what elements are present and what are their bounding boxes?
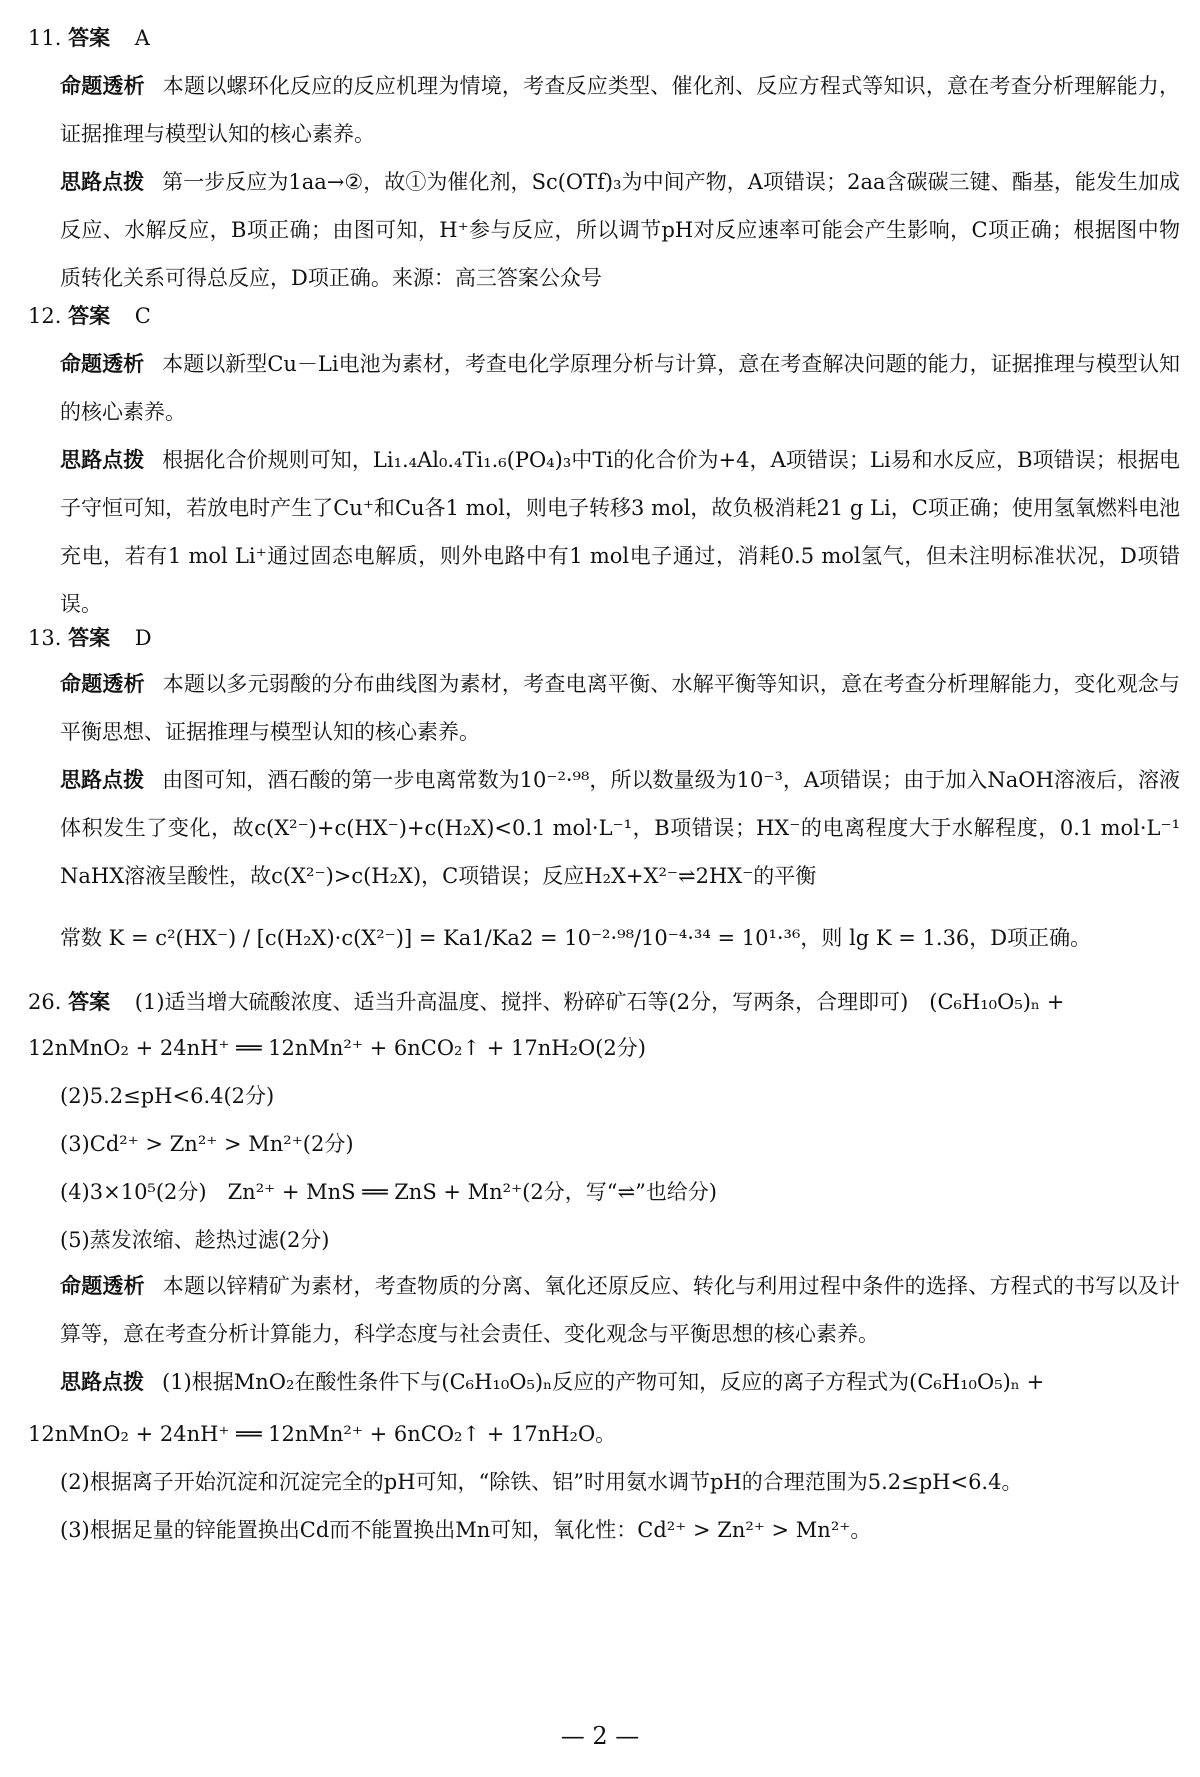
q13-analysis: 命题透析 本题以多元弱酸的分布曲线图为素材，考查电离平衡、水解平衡等知识，意在考查分析理解能力，变化观念与平衡思想、证据推理与模型认知的核心素养。	[60, 672, 1181, 744]
q12-analysis: 命题透析 本题以新型Cu－Li电池为素材，考查电化学原理分析与计算，意在考查解决问题的能力，证据推理与模型认知的核心素养。	[60, 352, 1180, 424]
q26-h3: (3)根据足量的锌能置换出Cd而不能置换出Mn可知，氧化性：Cd²⁺ > Zn²⁺ > Mn²⁺。	[60, 1518, 872, 1542]
q26-a4: (4)3×10⁵(2分) Zn²⁺ + MnS ══ ZnS + Mn²⁺(2分，写“⇌”也给分)	[60, 1180, 717, 1204]
q26-a1-equation: 12nMnO₂ + 24nH⁺ ══ 12nMn²⁺ + 6nCO₂↑ + 17nH₂O(2分)	[28, 1036, 646, 1060]
q11-hint: 思路点拨 第一步反应为1aa→②，故①为催化剂，Sc(OTf)₃为中间产物，A项错误；2aa含碳碳三键、酯基，能发生加成反应、水解反应，B项正确；由图可知，H⁺参与反应，所以调节pH对反应速率可能会产生影响，C项正确；根据图中物质转化关系可得总反应，D项正确。来源：高三答案公众号	[60, 170, 1180, 290]
q26-a3: (3)Cd²⁺ > Zn²⁺ > Mn²⁺(2分)	[60, 1132, 354, 1156]
q13-hint: 思路点拨 由图可知，酒石酸的第一步电离常数为10⁻²·⁹⁸，所以数量级为10⁻³，A项错误；由于加入NaOH溶液后，溶液体积发生了变化，故c(X²⁻)+c(HX⁻)+c(H₂X)<0.1 mol·L⁻¹，B项错误；HX⁻的电离程度大于水解程度，0.1 mol·L⁻¹ NaHX溶液呈酸性，故c(X²⁻)>c(H₂X)，C项错误；反应H₂X+X²⁻⇌2HX⁻的平衡	[60, 768, 1180, 888]
q12-answer: C	[134, 304, 151, 328]
q11-answer-line	[28, 22, 150, 52]
q26-h1-equation: 12nMnO₂ + 24nH⁺ ══ 12nMn²⁺ + 6nCO₂↑ + 17nH₂O。	[28, 1422, 617, 1446]
q13-answer-line: 13. 答案 D	[28, 626, 152, 650]
q11-analysis: 命题透析 本题以螺环化反应的反应机理为情境，考查反应类型、催化剂、反应方程式等知识，意在考查分析理解能力，证据推理与模型认知的核心素养。	[60, 74, 1181, 146]
source-note: 来源：高三答案公众号	[391, 266, 602, 290]
q11-number: 11.	[28, 26, 62, 50]
q26-a5: (5)蒸发浓缩、趁热过滤(2分)	[60, 1228, 330, 1252]
q26-h2: (2)根据离子开始沉淀和沉淀完全的pH可知，“除铁、铝”时用氨水调节pH的合理范围为5.2≤pH<6.4。	[60, 1470, 1023, 1494]
q26-hint: 思路点拨 (1)根据MnO₂在酸性条件下与(C₆H₁₀O₅)ₙ反应的产物可知，反应的离子方程式为(C₆H₁₀O₅)ₙ +	[60, 1370, 1045, 1394]
q13-formula: 常数 K = c²(HX⁻) / [c(H₂X)·c(X²⁻)] = Ka1/Ka2 = 10⁻²·⁹⁸/10⁻⁴·³⁴ = 10¹·³⁶，则 lg K = 1.36，D项正确。	[60, 926, 1092, 950]
q26-answer-line: 26. 答案 (1)适当增大硫酸浓度、适当升高温度、搅拌、粉碎矿石等(2分，写两条，合理即可) (C₆H₁₀O₅)ₙ +	[28, 990, 1065, 1014]
q26-analysis: 命题透析 本题以锌精矿为素材，考查物质的分离、氧化还原反应、转化与利用过程中条件的选择、方程式的书写以及计算等，意在考查分析计算能力，科学态度与社会责任、变化观念与平衡思想的核心素养。	[60, 1274, 1181, 1346]
q13-answer: D	[134, 626, 152, 650]
q12-answer-line: 12. 答案 C	[28, 304, 151, 328]
q12-hint: 思路点拨 根据化合价规则可知，Li₁.₄Al₀.₄Ti₁.₆(PO₄)₃中Ti的化合价为+4，A项错误；Li易和水反应，B项错误；根据电子守恒可知，若放电时产生了Cu⁺和Cu各1 mol，则电子转移3 mol，故负极消耗21 g Li，C项正确；使用氢氧燃料电池充电，若有1 mol Li⁺通过固态电解质，则外电路中有1 mol电子通过，消耗0.5 mol氢气，但未注明标准状况，D项错误。	[60, 448, 1181, 616]
q11-answer-label: 答案	[68, 26, 111, 50]
q11-answer: A	[134, 26, 150, 50]
q26-a2: (2)5.2≤pH<6.4(2分)	[60, 1084, 275, 1108]
page-number: — 2 —	[560, 1722, 640, 1750]
